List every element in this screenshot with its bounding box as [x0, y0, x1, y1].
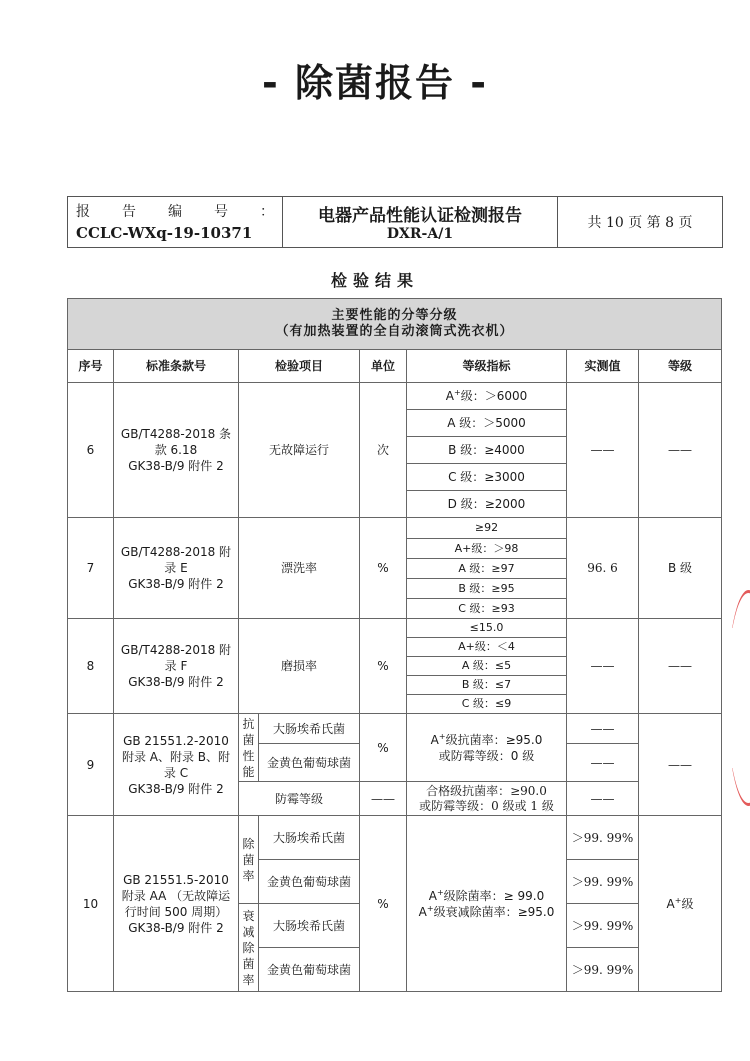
row-measured: ＞99. 99%: [567, 904, 639, 948]
row-measured: 96. 6: [567, 518, 639, 619]
grade-prefix: A: [428, 888, 437, 903]
report-header: [67, 196, 723, 248]
row-measured: ——: [567, 744, 639, 782]
report-label-char: 编: [168, 204, 182, 220]
grade-cell: [407, 464, 567, 491]
grade-text: 级：≥2000: [456, 497, 526, 511]
row-level: ——: [639, 714, 722, 816]
row-unit: 次: [360, 383, 407, 518]
level-prefix: A: [666, 896, 675, 911]
std-line: GB 21551.5-2010 附录 AA （无故障运行时间 500 周期）: [121, 872, 231, 919]
sub-item: 金黄色葡萄球菌: [259, 948, 360, 992]
grade-prefix: C: [448, 470, 457, 484]
row-measured: ——: [567, 782, 639, 816]
std-line: GK38-B/9 附件 2: [128, 781, 224, 796]
group-label: [239, 904, 259, 992]
grade-text: 级：≥3000: [456, 470, 525, 484]
grade-cell: [407, 491, 567, 518]
doc-title: 电器产品性能认证检测报告: [318, 206, 522, 226]
column-header-row: [68, 350, 722, 383]
col-no: 序号: [68, 350, 114, 383]
group-label: [239, 714, 259, 782]
table-row: [68, 383, 722, 410]
row-item: 漂洗率: [239, 518, 360, 619]
grade-cell: A+级：＜4: [407, 638, 567, 657]
grade-cell: C 级：≤9: [407, 695, 567, 714]
group-char: 菌: [242, 956, 255, 971]
group-char: 率: [242, 868, 255, 883]
grade-cell: A+级抗菌率：≥95.0 或防霉等级：0 级: [407, 714, 567, 782]
row-no: 9: [68, 714, 114, 816]
group-char: 抗: [242, 716, 255, 731]
group-char: 除: [242, 940, 255, 955]
grade-prefix: D: [447, 497, 457, 511]
report-number-label: [76, 201, 274, 221]
sub-item: 金黄色葡萄球菌: [259, 744, 360, 782]
grade-cell: A 级：≤5: [407, 657, 567, 676]
col-item: 检验项目: [239, 350, 360, 383]
red-stamp-icon: [727, 590, 750, 806]
row-level: A+级: [639, 816, 722, 992]
results-table: [67, 298, 722, 992]
grade-prefix: A: [418, 904, 427, 919]
group-char: 性: [242, 748, 255, 763]
grade-prefix: A: [445, 389, 454, 403]
table-row: [68, 619, 722, 638]
level-suffix: 级: [681, 896, 694, 911]
row-unit: ——: [360, 782, 407, 816]
group-char: 能: [242, 764, 255, 779]
row-no: 10: [68, 816, 114, 992]
group-char: 衰: [242, 908, 255, 923]
grade-cell: [407, 782, 567, 816]
row-std: [114, 383, 239, 518]
row-measured: ——: [567, 714, 639, 744]
grade-text: 或防霉等级：0 级或 1 级: [419, 798, 554, 813]
grade-prefix: B: [448, 443, 457, 457]
grade-cell: A+级：＞98: [407, 539, 567, 559]
grade-cell: A+级除菌率：≥ 99.0 A+级衰减除菌率：≥95.0: [407, 816, 567, 992]
grade-prefix: A: [447, 416, 456, 430]
std-line: GK38-B/9 附件 2: [128, 675, 224, 689]
grade-text: 级除菌率：≥ 99.0: [443, 888, 545, 903]
page-count: 共 10 页 第 8 页: [587, 215, 693, 231]
group-label: [239, 816, 259, 904]
row-no: 6: [68, 383, 114, 518]
row-item: 磨损率: [239, 619, 360, 714]
grade-cell: [407, 437, 567, 464]
grade-text: 合格级抗菌率：≥90.0: [426, 783, 547, 798]
banner-line2: （有加热装置的全自动滚筒式洗衣机）: [275, 324, 514, 339]
grade-text: 级抗菌率：≥95.0: [445, 732, 543, 747]
std-line: GB/T4288-2018 附录 E: [120, 545, 232, 575]
doc-title-cell: [283, 197, 558, 247]
row-no: 7: [68, 518, 114, 619]
table-row: [68, 714, 722, 744]
row-std: [114, 518, 239, 619]
page-title: - 除菌报告 -: [261, 61, 488, 105]
row-item: 无故障运行: [239, 383, 360, 518]
sub-item: 大肠埃希氏菌: [259, 714, 360, 744]
group-char: 除: [242, 836, 255, 851]
row-unit: %: [360, 816, 407, 992]
grade-text: 级衰减除菌率：≥95.0: [433, 904, 555, 919]
std-line: GB/T4288-2018 条款 6.18: [120, 427, 232, 457]
std-line: GK38-B/9 附件 2: [128, 920, 224, 935]
sub-item: 金黄色葡萄球菌: [259, 860, 360, 904]
row-measured: ＞99. 99%: [567, 860, 639, 904]
grade-sup: +: [453, 388, 461, 397]
std-line: GB/T4288-2018 附录 F: [120, 643, 232, 673]
grade-cell: C 级：≥93: [407, 599, 567, 619]
std-line: GB 21551.2-2010 附录 A、附录 B、附录 C: [121, 733, 231, 780]
report-label-char: ：: [260, 204, 274, 220]
row-std: [114, 714, 239, 816]
group-char: 率: [242, 972, 255, 987]
banner-line1: 主要性能的分等分级: [331, 308, 458, 323]
col-grade: 等级指标: [407, 350, 567, 383]
table-row: [68, 518, 722, 539]
col-measured: 实测值: [567, 350, 639, 383]
table-row: [68, 816, 722, 860]
row-unit: %: [360, 619, 407, 714]
col-unit: 单位: [360, 350, 407, 383]
report-number: CCLC-WXq-19-10371: [76, 224, 253, 242]
sub-item: 防霉等级: [239, 782, 360, 816]
grade-text: 或防霉等级：0 级: [438, 748, 535, 763]
report-label-char: 报: [76, 204, 90, 220]
report-label-char: 告: [122, 204, 136, 220]
group-char: 菌: [242, 732, 255, 747]
grade-text: 级：＞5000: [455, 416, 526, 430]
row-std: [114, 816, 239, 992]
grade-text: 级：≥4000: [456, 443, 525, 457]
row-unit: %: [360, 518, 407, 619]
col-level: 等级: [639, 350, 722, 383]
grade-prefix: A: [430, 732, 439, 747]
grade-text: 级：＞6000: [460, 389, 528, 403]
grade-cell: A 级：≥97: [407, 559, 567, 579]
table-banner: [68, 299, 722, 350]
row-measured: ＞99. 99%: [567, 948, 639, 992]
row-measured: ——: [567, 383, 639, 518]
row-std: [114, 619, 239, 714]
row-unit: %: [360, 714, 407, 782]
grade-cell: [407, 383, 567, 410]
report-number-cell: [68, 197, 283, 247]
sub-item: 大肠埃希氏菌: [259, 816, 360, 860]
std-line: GK38-B/9 附件 2: [128, 577, 224, 591]
grade-cell: [407, 410, 567, 437]
grade-cell: B 级：≤7: [407, 676, 567, 695]
grade-cell: B 级：≥95: [407, 579, 567, 599]
section-title: 检验结果: [330, 271, 419, 290]
report-label-char: 号: [214, 204, 228, 220]
std-line: GK38-B/9 附件 2: [128, 459, 224, 473]
row-level: B 级: [639, 518, 722, 619]
col-std: 标准条款号: [114, 350, 239, 383]
sub-item: 大肠埃希氏菌: [259, 904, 360, 948]
row-level: ——: [639, 619, 722, 714]
row-level: ——: [639, 383, 722, 518]
group-char: 减: [242, 924, 255, 939]
grade-cell: ≥92: [407, 518, 567, 539]
row-no: 8: [68, 619, 114, 714]
grade-cell: ≤15.0: [407, 619, 567, 638]
row-measured: ＞99. 99%: [567, 816, 639, 860]
group-char: 菌: [242, 852, 255, 867]
row-measured: ——: [567, 619, 639, 714]
doc-code: DXR-A/1: [386, 226, 454, 242]
